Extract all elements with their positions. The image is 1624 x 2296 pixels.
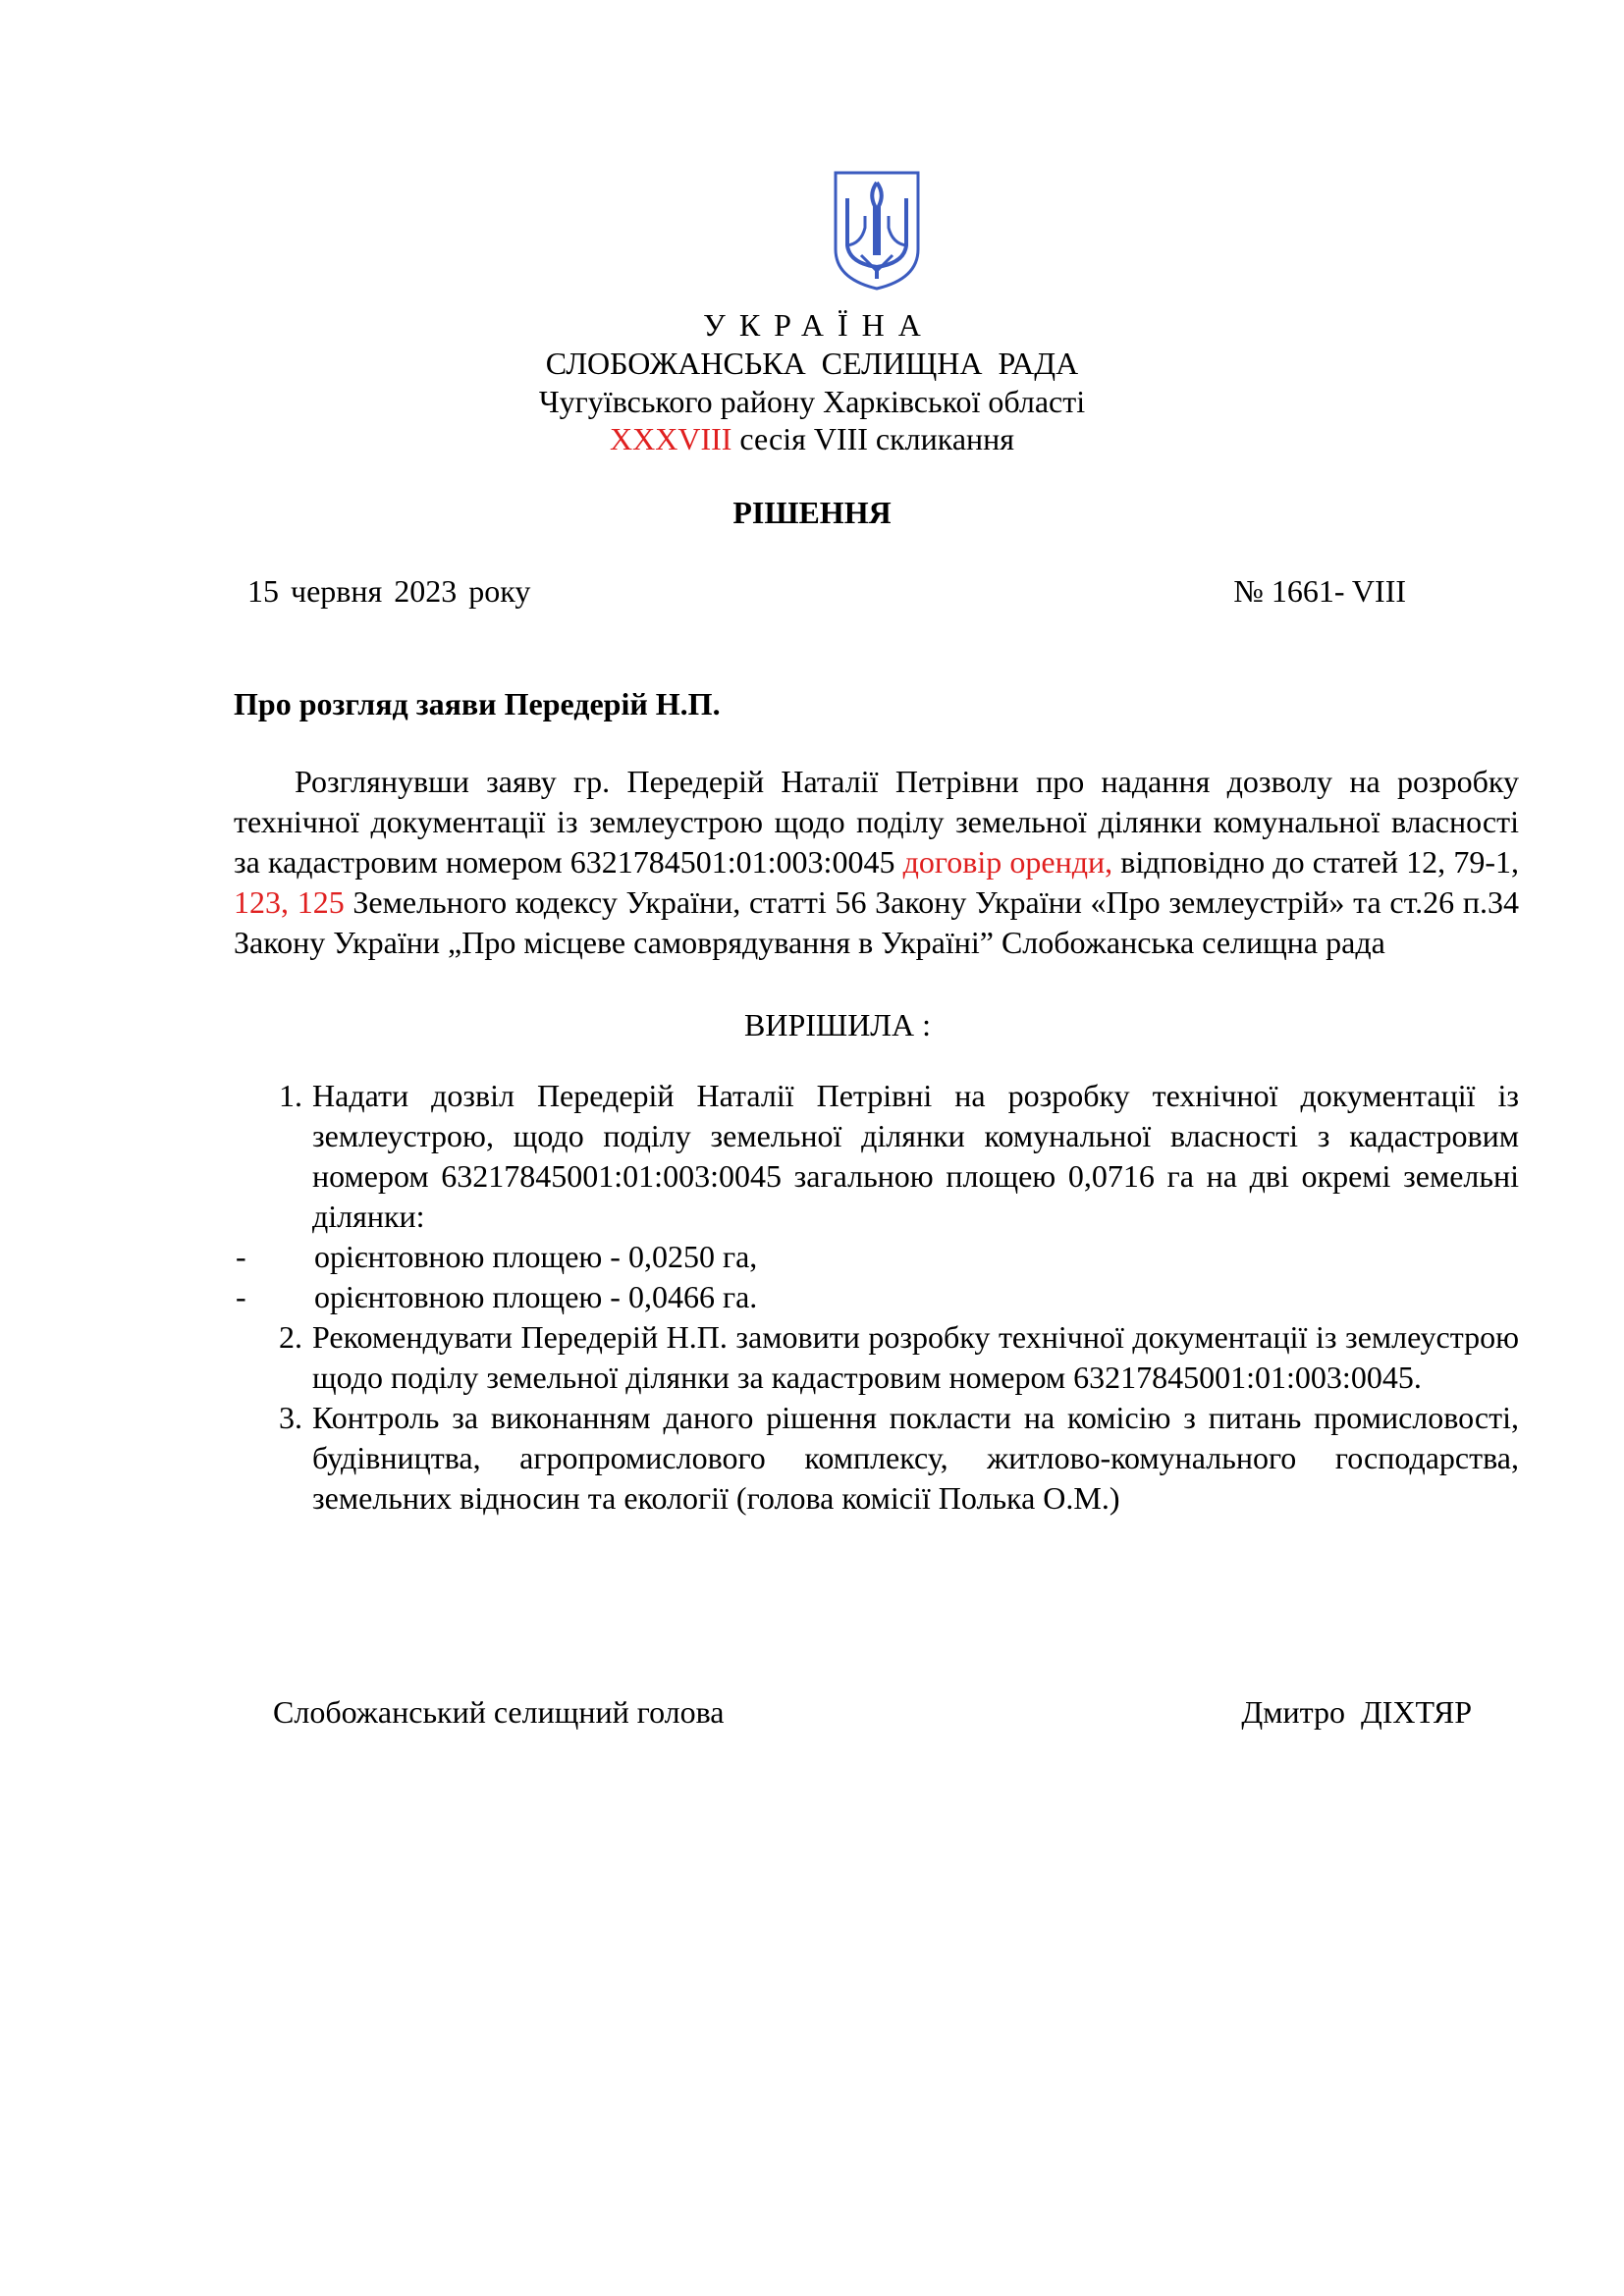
preamble-part-3: Земельного кодексу України, статті 56 Закону України «Про землеустрій» та ст.26 п.34 Закону України „Про місцеве самоврядування в Україні” Слобожанська селищна рада [234, 884, 1520, 960]
list-item [234, 1237, 1519, 1277]
header-session [0, 420, 1624, 457]
list-item [234, 1076, 1519, 1237]
item-marker: 3. [279, 1400, 302, 1435]
item-text: Контроль за виконанням даного рішення покласти на комісію з питань промисловості, будівництва, агропромислового комплексу, житлово-комунального господарства, земельних відносин та екології (голова комісії Полька О.М.) [312, 1400, 1519, 1516]
decision-date: 15 червня 2023 року [247, 573, 531, 609]
signatory-position: Слобожанський селищний голова [273, 1694, 725, 1730]
preamble-part-1: Розглянувши заяву гр. Передерій Наталії Петрівни про надання дозволу на розробку технічної документації із землеустрою щодо поділу земельної ділянки комунальної власності за кадастровим номером 6321784501:01:003:0045 [234, 764, 1519, 880]
item-marker: - [236, 1239, 246, 1274]
item-text: орієнтовною площею - 0,0250 га, [314, 1239, 758, 1274]
session-text: сесія VIII скликання [731, 421, 1014, 456]
header-council: СЛОБОЖАНСЬКА СЕЛИЩНА РАДА [545, 346, 1079, 381]
list-item [234, 1317, 1519, 1398]
header-country: УКРАЇНА [703, 307, 935, 343]
preamble-part-2: відповідно до статей 12, 79-1, [1112, 844, 1520, 880]
document-title: РІШЕННЯ [732, 495, 892, 530]
decision-items-list [234, 1076, 1519, 1519]
item-text: орієнтовною площею - 0,0466 га. [314, 1279, 758, 1314]
preamble-highlight-lease: договір оренди, [902, 844, 1113, 880]
item-text: Надати дозвіл Передерій Наталії Петрівні на розробку технічної документації із землеустрою, щодо поділу земельної ділянки комунальної власності з кадастровим номером 63217845001:01:003:0045 загальною площею 0,0716 га на дві окремі земельні ділянки: [312, 1078, 1519, 1234]
item-text: Рекомендувати Передерій Н.П. замовити розробку технічної документації із землеустрою щодо поділу земельної ділянки за кадастровим номером 63217845001:01:003:0045. [312, 1319, 1519, 1395]
decision-number: № 1661- VIII [1233, 573, 1406, 609]
list-item [234, 1277, 1519, 1317]
decision-subject: Про розгляд заяви Передерій Н.П. [234, 686, 721, 721]
preamble-paragraph [234, 762, 1519, 963]
header-district: Чугуївського району Харківської області [538, 384, 1086, 419]
preamble-highlight-articles: 123, 125 [234, 884, 345, 920]
item-marker: 1. [279, 1078, 302, 1113]
item-marker: - [236, 1279, 246, 1314]
item-marker: 2. [279, 1319, 302, 1355]
trident-emblem-icon [832, 169, 922, 293]
session-number: XXXVIII [610, 421, 732, 456]
signatory-name: Дмитро ДІХТЯР [1241, 1694, 1472, 1730]
resolved-heading: ВИРІШИЛА : [744, 1007, 931, 1042]
list-item [234, 1398, 1519, 1519]
